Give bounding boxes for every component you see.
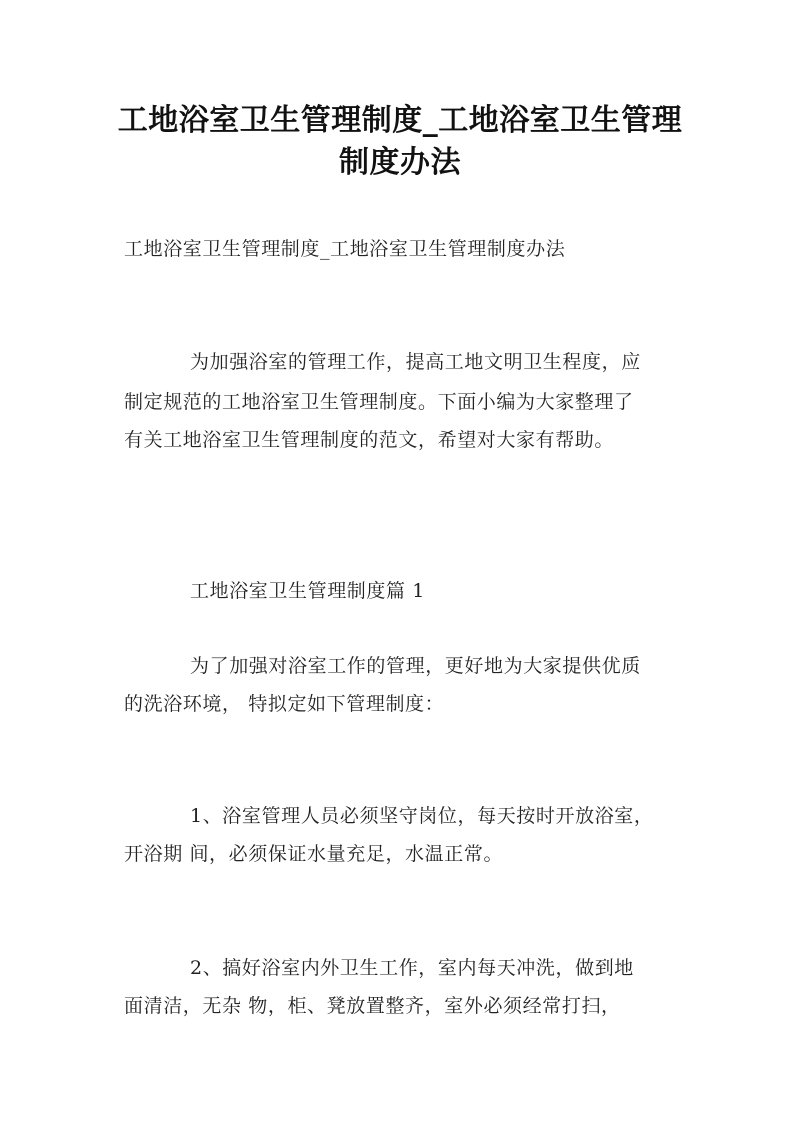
document-title-line-2: 制度办法 bbox=[339, 145, 461, 180]
item1-line-2: 开浴期 间，必须保证水量充足，水温正常。 bbox=[124, 843, 504, 865]
document-title-line-1: 工地浴室卫生管理制度_工地浴室卫生管理 bbox=[117, 103, 683, 138]
item2-line-2: 面清洁，无杂 物，柜、凳放置整齐，室外必须经常打扫， bbox=[124, 995, 621, 1017]
section-heading: 工地浴室卫生管理制度篇 1 bbox=[190, 580, 425, 602]
para1-line-1: 为了加强对浴室工作的管理，更好地为大家提供优质 bbox=[190, 655, 641, 677]
intro-line-3: 有关工地浴室卫生管理制度的范文，希望对大家有帮助。 bbox=[124, 429, 615, 451]
item2-line-1: 2、搞好浴室内外卫生工作，室内每天冲洗，做到地 bbox=[190, 957, 634, 979]
intro-line-2: 制定规范的工地浴室卫生管理制度。下面小编为大家整理了 bbox=[124, 391, 634, 413]
item1-line-1: 1、浴室管理人员必须坚守岗位，每天按时开放浴室， bbox=[190, 805, 654, 827]
para1-line-2: 的洗浴环境， 特拟定如下管理制度： bbox=[124, 693, 445, 715]
document-subtitle: 工地浴室卫生管理制度_工地浴室卫生管理制度办法 bbox=[124, 238, 566, 260]
intro-line-1: 为加强浴室的管理工作，提高工地文明卫生程度，应 bbox=[190, 351, 641, 373]
